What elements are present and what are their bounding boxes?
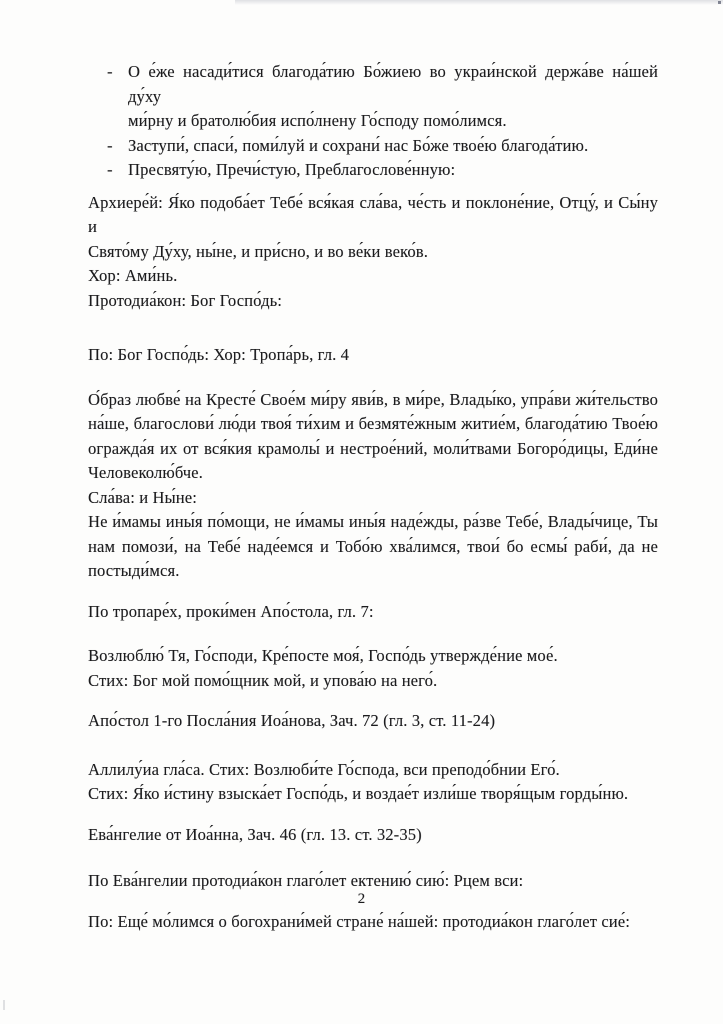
paragraph-line: Ева́нгелие от Иоа́нна, Зач. 46 (гл. 13. ст. 32-35) — [88, 824, 422, 844]
bullet-text — [128, 134, 658, 159]
list-item — [88, 134, 658, 159]
paragraph-line: Не и́мамы ины́я по́мощи, не и́мамы ины́я наде́жды, ра́зве Тебе́, Влады́чице, Ты — [88, 512, 658, 531]
paragraph — [88, 644, 658, 669]
list-item — [88, 60, 658, 134]
paragraph-line: Стих: Я́ко и́стину взыска́ет Госпо́дь, и воздае́т изли́ше творя́щым горды́ню. — [88, 784, 629, 803]
paragraph-line: постыди́мся. — [88, 561, 180, 580]
paragraph-line: Заступи́, спаси́, поми́луй и сохрани́ нас Бо́же твое́ю благода́тию. — [128, 135, 589, 155]
paragraph-line: По тропаре́х, проки́мен Апо́стола, гл. 7: — [88, 601, 374, 621]
paragraph — [88, 782, 658, 807]
paragraph — [88, 388, 658, 486]
list-item — [88, 158, 658, 183]
scan-artifact-left-speck — [3, 1000, 5, 1010]
paragraph-line: Сла́ва: и Ны́не: — [88, 487, 197, 507]
paragraph-line: Возлюблю́ Тя, Го́споди, Кре́посте моя́, Госпо́дь утвержде́ние мое́. — [88, 646, 558, 665]
paragraph-line: Пресвяту́ю, Пречи́стую, Преблагослове́нную: — [128, 160, 456, 179]
paragraph-line: огражда́я их от вся́кия крамолы́ и нестрое́ний, моли́твами Богоро́дицы, Еди́не — [88, 438, 658, 458]
paragraph-line: на́ше, благослови́ лю́ди твоя́ ти́хим и безмяте́жным житие́м, благода́тию Твое́ю — [88, 414, 658, 433]
paragraph — [88, 486, 658, 511]
paragraph — [88, 289, 658, 314]
paragraph — [88, 910, 658, 935]
paragraph-line: Апо́стол 1-го Посла́ния Иоа́нова, Зач. 72 (гл. 3, ст. 11-24) — [88, 711, 496, 730]
bullet-marker: - — [107, 135, 113, 155]
page-content — [88, 60, 658, 934]
paragraph — [88, 191, 658, 265]
paragraph-line: Свято́му Ду́ху, ны́не, и при́сно, и во ве́ки веко́в. — [88, 241, 428, 261]
paragraph-line: Человеколю́бче. — [88, 463, 203, 482]
paragraph — [88, 758, 658, 783]
paragraph-line: По: Еще́ мо́лимся о богохрани́мей стране́ на́шей: протодиа́кон глаго́лет сие́: — [88, 911, 630, 931]
paragraph — [88, 343, 658, 368]
bullet-list — [88, 60, 658, 183]
paragraph-line: По: Бог Госпо́дь: Хор: Тропа́рь, гл. 4 — [88, 345, 350, 364]
paragraph-line: По Ева́нгелии протодиа́кон глаго́лет ектению́ сию́: Рцем вси: — [88, 871, 524, 890]
paragraph — [88, 600, 658, 625]
scan-artifact-top-edge — [235, 0, 723, 5]
paragraph-line: Стих: Бог мой помо́щник мой, и упова́ю на него́. — [88, 670, 438, 690]
paragraph — [88, 709, 658, 734]
paragraph-line: Хор: Ами́нь. — [88, 266, 178, 285]
scan-artifact-corner-speck — [718, 1, 721, 4]
page-number: 2 — [357, 891, 366, 907]
paragraph — [88, 510, 658, 584]
bullet-text — [128, 158, 658, 183]
paragraph-line: Архиере́й: Я́ко подоба́ет Тебе́ вся́кая сла́ва, че́сть и поклоне́ние, Отцу́, и Сы́ну и — [88, 192, 658, 236]
bullet-marker: - — [107, 160, 113, 179]
paragraph-line: Аллилу́иа гла́са. Стих: Возлюби́те Го́спода, вси преподо́бнии Его́. — [88, 759, 560, 779]
bullet-marker: - — [107, 62, 113, 81]
paragraph-line: Протодиа́кон: Бог Госпо́дь: — [88, 290, 283, 310]
paragraph-line: О́браз любве́ на Кресте́ Свое́м ми́ру яви́в, в ми́ре, Влады́ко, упра́ви жи́тельство — [88, 389, 658, 409]
paragraph — [88, 823, 658, 848]
paragraph — [88, 264, 658, 289]
bullet-text — [128, 60, 658, 134]
paragraph — [88, 669, 658, 694]
paragraph-line: нам помози́, на Тебе́ наде́емся и Тобо́ю хва́лимся, твои́ бо есмы́ раби́, да не — [88, 536, 658, 556]
paragraph-line: О е́же насади́тися благода́тию Бо́жиею во украи́нской держа́ве на́шей ду́ху — [128, 62, 658, 106]
paragraph-line: ми́рну и братолю́бия испо́лнену Го́споду помо́лимся. — [128, 111, 507, 130]
